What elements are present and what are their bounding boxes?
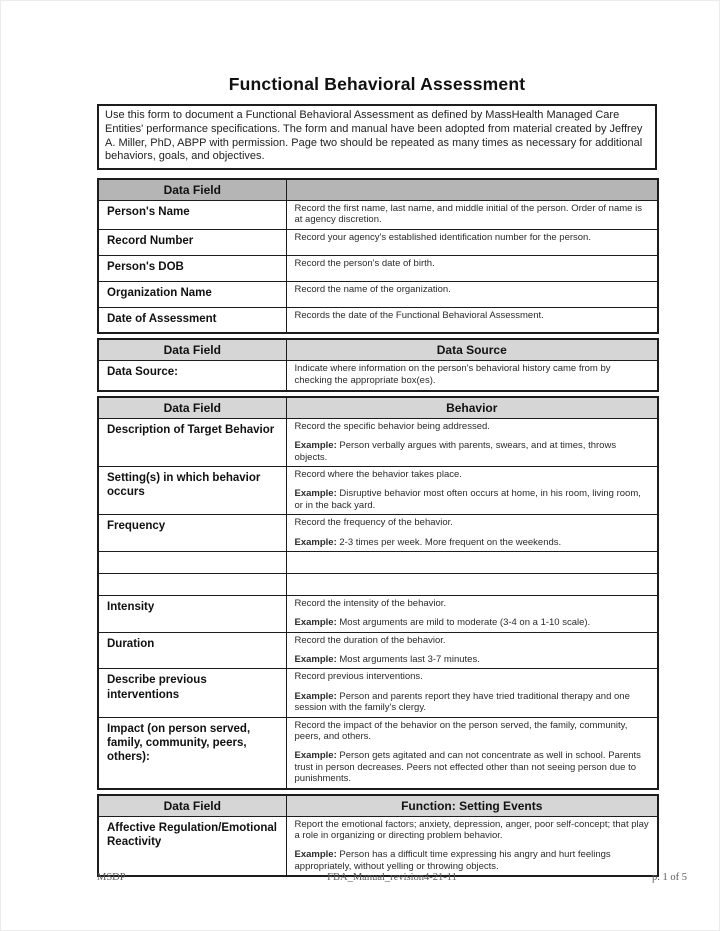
page-title: Functional Behavioral Assessment: [228, 74, 526, 94]
page-footer: [97, 872, 687, 883]
example-text: [295, 691, 650, 714]
description-text: Record previous interventions.: [294, 671, 423, 683]
example-body: Person verbally argues with parents, swears, and at times, throws objects.: [294, 440, 617, 463]
table-row: [98, 281, 658, 307]
example-text: [295, 750, 650, 784]
field-description-cell: [286, 418, 658, 466]
field-description-cell: [286, 229, 658, 255]
example-text: [295, 617, 650, 628]
description-text: Record the impact of the behavior on the person served, the family, community, peers, and others.: [294, 719, 628, 743]
description-text: Record the name of the organization.: [294, 283, 451, 295]
example-body: Most arguments are mild to moderate (3-4 on a 1-10 scale).: [339, 617, 591, 629]
example-text: [295, 440, 650, 463]
field-name-cell: Setting(s) in which behavior occurs: [98, 466, 286, 514]
field-name-cell: Describe previous interventions: [98, 669, 286, 717]
field-name-cell: Person's Name: [98, 201, 286, 230]
tables-container: [97, 178, 657, 877]
example-body: Person gets agitated and can not concentrate as well in school. Parents trust in person decreases. Peers not effected other than not seeing person due to punishments.: [294, 750, 641, 785]
description-text: Record the person's date of birth.: [294, 257, 435, 269]
example-label: Example:: [294, 536, 337, 548]
table-row: [98, 418, 658, 466]
example-label: Example:: [294, 654, 337, 666]
table-row: [98, 669, 658, 717]
field-name-cell: Record Number: [98, 229, 286, 255]
field-name-cell: Data Source:: [98, 361, 286, 391]
field-description-cell: [286, 255, 658, 281]
table-row: [98, 361, 658, 391]
field-name-cell: Date of Assessment: [98, 307, 286, 333]
column-header-behavior: Behavior: [286, 397, 658, 419]
field-description-cell: [286, 466, 658, 514]
table-row: [98, 816, 658, 876]
column-header-data-field: Data Field: [98, 179, 286, 201]
field-name-cell: Duration: [98, 632, 286, 669]
table-row: [98, 515, 658, 552]
example-body: 2-3 times per week. More frequent on the weekends.: [339, 536, 562, 548]
example-body: Person has a difficult time expressing his angry and hurt feelings appropriately, without yelling or throwing objects.: [294, 849, 611, 872]
example-text: [295, 849, 650, 872]
table-row: [98, 632, 658, 669]
column-header-function-setting-events: Function: Setting Events: [286, 795, 658, 817]
example-label: Example:: [294, 849, 337, 861]
fba-table-function-setting-events: [97, 794, 659, 878]
column-header-data-field: Data Field: [98, 795, 286, 817]
field-description-cell: [286, 632, 658, 669]
example-label: Example:: [294, 690, 337, 702]
table-row: [98, 717, 658, 788]
field-name-cell: Frequency: [98, 515, 286, 552]
description-text: Indicate where information on the person's behavioral history came from by checking the appropriate box(es).: [294, 363, 611, 386]
example-text: [295, 488, 650, 511]
example-text: [295, 654, 650, 665]
footer-project-label: MSDP: [97, 872, 126, 883]
field-name-cell: [98, 573, 286, 595]
column-header-data-field: Data Field: [98, 339, 286, 361]
table-row: [98, 466, 658, 514]
example-body: Most arguments last 3-7 minutes.: [339, 654, 480, 666]
spacer-row: [98, 573, 658, 595]
description-text: Record the specific behavior being addressed.: [294, 420, 490, 432]
fba-table-identification: [97, 178, 659, 334]
field-description-cell: [286, 515, 658, 552]
field-description-cell: [286, 551, 658, 573]
example-label: Example:: [294, 488, 337, 500]
description-text: Record your agency's established identification number for the person.: [294, 231, 591, 243]
field-description-cell: [286, 717, 658, 788]
field-name-cell: [98, 551, 286, 573]
field-name-cell: Impact (on person served, family, community, peers, others):: [98, 717, 286, 788]
description-text: Record the first name, last name, and middle initial of the person. Order of name is at agency discretion.: [294, 203, 642, 226]
fba-table-data-source: [97, 338, 659, 392]
field-description-cell: [286, 361, 658, 391]
table-header-row: [98, 795, 658, 817]
field-name-cell: Person's DOB: [98, 255, 286, 281]
field-description-cell: [286, 307, 658, 333]
example-text: [295, 537, 650, 548]
column-header-data-source: Data Source: [286, 339, 658, 361]
description-text: Report the emotional factors; anxiety, depression, anger, poor self-concept; that play a role in organizing or directing problem behavior.: [294, 818, 649, 841]
field-description-cell: [286, 201, 658, 230]
description-text: Record where the behavior takes place.: [294, 468, 462, 480]
description-text: Record the duration of the behavior.: [294, 634, 446, 646]
column-header-identification: [286, 179, 658, 201]
example-label: Example:: [294, 617, 337, 629]
table-header-row: [98, 339, 658, 361]
footer-document-name: FBA_Manual_revision4-21-11: [327, 872, 457, 883]
spacer-row: [98, 551, 658, 573]
field-description-cell: [286, 595, 658, 632]
table-row: [98, 255, 658, 281]
table-row: [98, 307, 658, 333]
description-text: Record the frequency of the behavior.: [294, 517, 453, 529]
intro-box: Use this form to document a Functional Behavioral Assessment as defined by MassHealth Managed Care Entities' performance specifications. The form and manual have been adopted from material created by Jeffrey A. Miller, PhD, ABPP with permission. Page two should be repeated as many times as necessary for additional behaviors, goals, and objectives.: [97, 104, 657, 170]
table-row: [98, 201, 658, 230]
example-label: Example:: [294, 750, 337, 762]
field-name-cell: Organization Name: [98, 281, 286, 307]
field-name-cell: Affective Regulation/Emotional Reactivity: [98, 816, 286, 876]
field-description-cell: [286, 816, 658, 876]
footer-page-number: p. 1 of 5: [652, 872, 687, 883]
table-header-row: [98, 397, 658, 419]
field-description-cell: [286, 669, 658, 717]
description-text: Record the intensity of the behavior.: [294, 597, 447, 609]
example-body: Person and parents report they have tried traditional therapy and one session with the family's clergy.: [294, 690, 630, 714]
field-name-cell: Description of Target Behavior: [98, 418, 286, 466]
example-label: Example:: [294, 440, 337, 452]
example-body: Disruptive behavior most often occurs at home, in his room, living room, or in the back yard.: [294, 488, 641, 511]
table-row: [98, 595, 658, 632]
field-description-cell: [286, 573, 658, 595]
fba-table-behavior: [97, 396, 659, 790]
field-description-cell: [286, 281, 658, 307]
column-header-data-field: Data Field: [98, 397, 286, 419]
table-row: [98, 229, 658, 255]
field-name-cell: Intensity: [98, 595, 286, 632]
table-header-row: [98, 179, 658, 201]
description-text: Records the date of the Functional Behavioral Assessment.: [294, 309, 544, 321]
